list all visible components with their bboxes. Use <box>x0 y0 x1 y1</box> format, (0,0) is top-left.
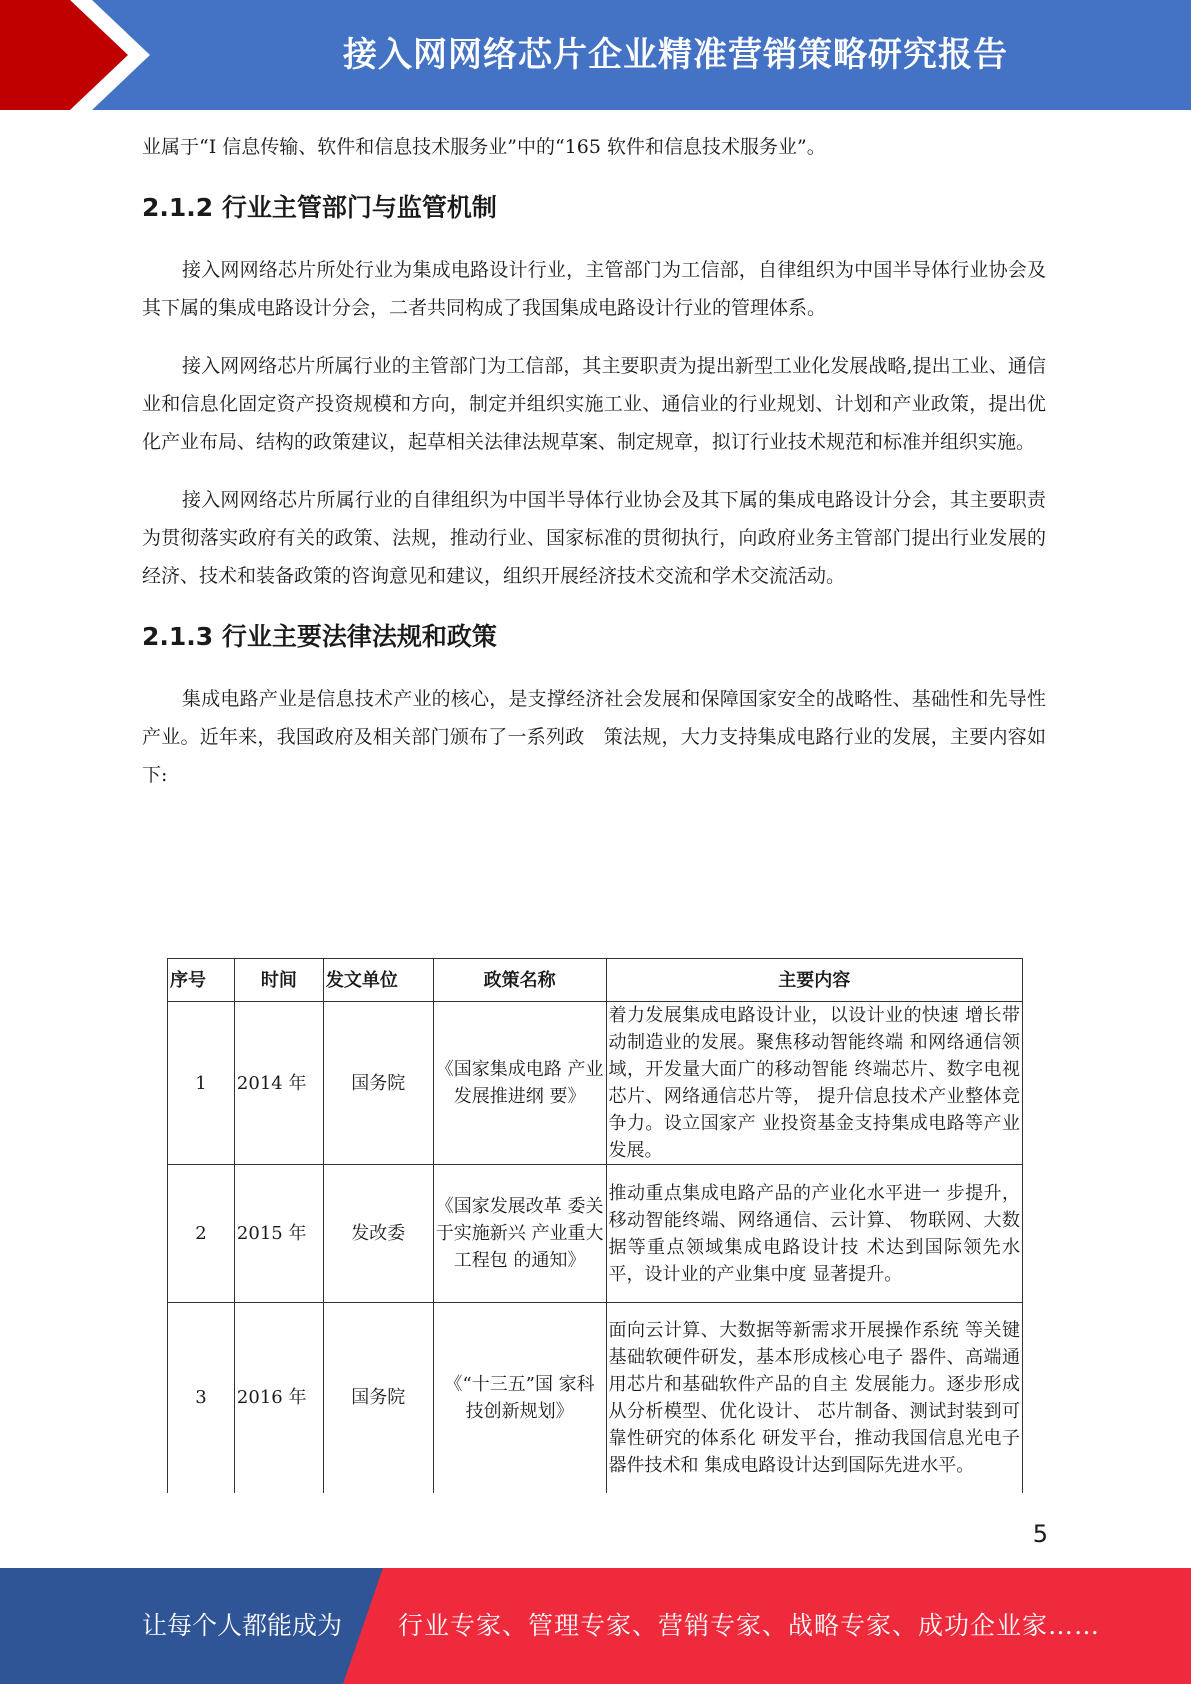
table-row <box>168 1002 1023 1165</box>
page-footer <box>0 1568 1191 1684</box>
table-header-row <box>168 959 1023 1002</box>
header-chevron-decoration <box>0 0 170 110</box>
cell-main-content: 着力发展集成电路设计业，以设计业的快速 增长带动制造业的发展。聚焦移动智能终端 和网络通信领域，开发量大面广的移动智能 终端芯片、数字电视芯片、网络通信芯片等， 提升信息技术产业整体竞争力。设立国家产 业投资基金支持集成电路等产业发展。 <box>606 1002 1022 1165</box>
section-heading-2-1-3: 2.1.3 行业主要法律法规和政策 <box>142 622 497 651</box>
section-heading-2-1-2: 2.1.2 行业主管部门与监管机制 <box>142 193 497 222</box>
paragraph-intro: 业属于“I 信息传输、软件和信息技术服务业”中的“165 软件和信息技术服务业”。 <box>142 136 826 158</box>
table-row <box>168 1165 1023 1303</box>
page-number: 5 <box>1032 1520 1048 1548</box>
main-content <box>142 128 1046 794</box>
paragraph-2: 接入网网络芯片所属行业的主管部门为工信部，其主要职责为提出新型工业化发展战略,提出工业、通信业和信息化固定资产投资规模和方向，制定并组织实施工业、通信业的行业规划、计划和产业政策，提出优化产业布局、结构的政策建议，起草相关法律法规草案、制定规章，拟订行业技术规范和标准并组织实施。 <box>142 355 1046 453</box>
page-header <box>0 0 1191 110</box>
header-main-content: 主要内容 <box>606 959 1022 1002</box>
cell-main-content: 面向云计算、大数据等新需求开展操作系统 等关键基础软硬件研发，基本形成核心电子 器件、高端通用芯片和基础软件产品的自主 发展能力。逐步形成从分析模型、优化设计、 芯片制备、测试封装到可靠性研究的体系化 研发平台，推动我国信息光电子器件技术和 集成电路设计达到国际先进水平。 <box>606 1303 1022 1493</box>
report-title: 接入网网络芯片企业精准营销策略研究报告 <box>343 35 1008 75</box>
cell-policy-name: 《国家发展改革 委关于实施新兴 产业重大工程包 的通知》 <box>433 1165 606 1303</box>
cell-index: 2 <box>168 1165 235 1303</box>
cell-time: 2014 年 <box>234 1002 323 1165</box>
footer-slogan-left: 让每个人都能成为 <box>142 1611 343 1640</box>
cell-time: 2015 年 <box>234 1165 323 1303</box>
cell-issuer: 国务院 <box>323 1002 433 1165</box>
header-issuer: 发文单位 <box>323 959 433 1002</box>
header-time: 时间 <box>234 959 323 1002</box>
paragraph-1: 接入网网络芯片所处行业为集成电路设计行业，主管部门为工信部，自律组织为中国半导体行业协会及其下属的集成电路设计分会，二者共同构成了我国集成电路设计行业的管理体系。 <box>142 259 1046 319</box>
footer-slogan-right: 行业专家、管理专家、营销专家、战略专家、成功企业家…… <box>398 1611 1101 1640</box>
cell-time: 2016 年 <box>234 1303 323 1493</box>
header-index: 序号 <box>168 959 235 1002</box>
cell-policy-name: 《国家集成电路 产业发展推进纲 要》 <box>433 1002 606 1165</box>
paragraph-4: 集成电路产业是信息技术产业的核心，是支撑经济社会发展和保障国家安全的战略性、基础性和先导性产业。近年来，我国政府及相关部门颁布了一系列政 策法规，大力支持集成电路行业的发展，主要内容如下: <box>142 688 1046 786</box>
cell-index: 3 <box>168 1303 235 1493</box>
table-row <box>168 1303 1023 1493</box>
cell-index: 1 <box>168 1002 235 1165</box>
paragraph-3: 接入网网络芯片所属行业的自律组织为中国半导体行业协会及其下属的集成电路设计分会，其主要职责为贯彻落实政府有关的政策、法规，推动行业、国家标准的贯彻执行，向政府业务主管部门提出行业发展的经济、技术和装备政策的咨询意见和建议，组织开展经济技术交流和学术交流活动。 <box>142 489 1046 587</box>
header-policy-name: 政策名称 <box>433 959 606 1002</box>
cell-issuer: 发改委 <box>323 1165 433 1303</box>
policy-table <box>167 958 1023 1493</box>
cell-issuer: 国务院 <box>323 1303 433 1493</box>
cell-main-content: 推动重点集成电路产品的产业化水平进一 步提升，移动智能终端、网络通信、云计算、 物联网、大数据等重点领域集成电路设计技 术达到国际领先水平，设计业的产业集中度 显著提升。 <box>606 1165 1022 1303</box>
cell-policy-name: 《“十三五”国 家科技创新规划》 <box>433 1303 606 1493</box>
